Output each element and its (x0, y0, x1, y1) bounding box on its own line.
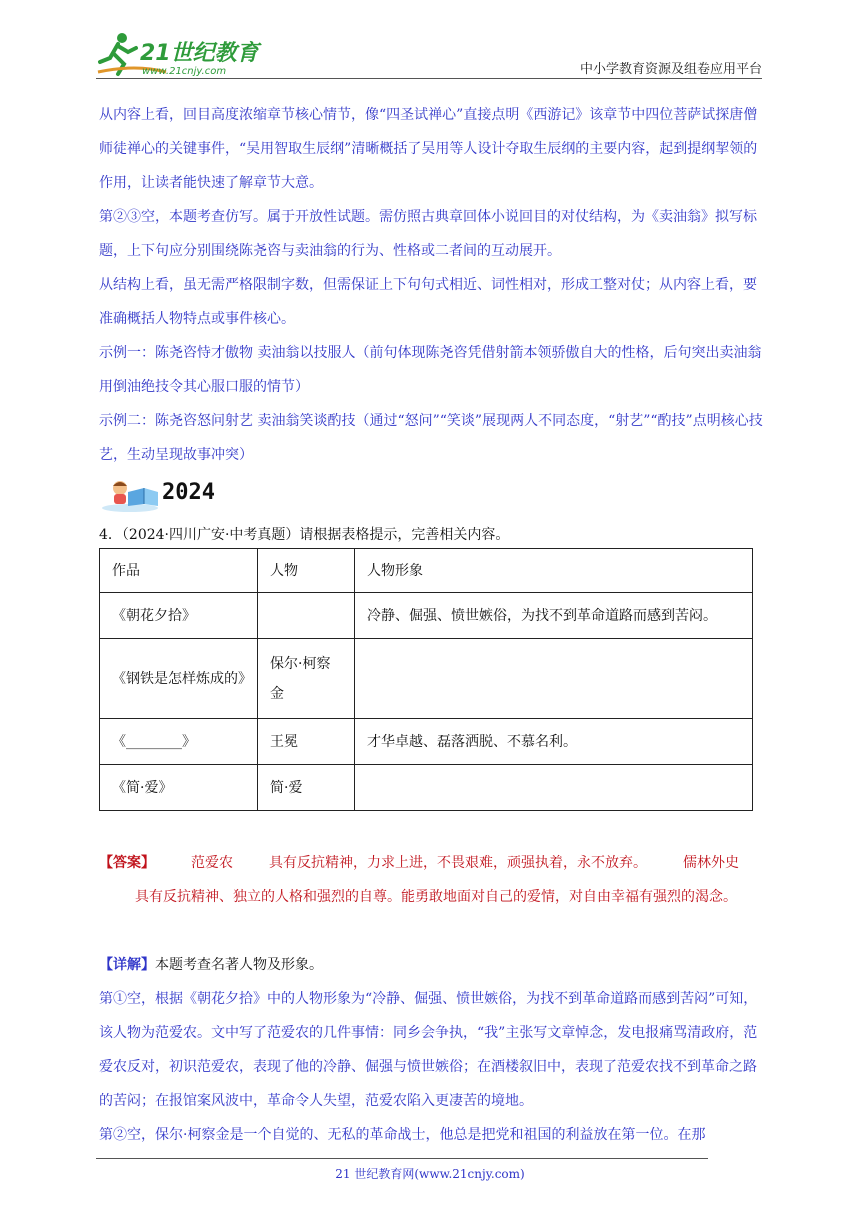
table-cell (258, 593, 355, 639)
platform-name: 中小学教育资源及组卷应用平台 (579, 62, 762, 77)
detail-block (99, 948, 765, 982)
table-cell: 《钢铁是怎样炼成的》 (100, 639, 258, 719)
table-cell: 简·爱 (258, 765, 355, 811)
table-row (100, 765, 753, 811)
answer-4: 具有反抗精神、独立的人格和强烈的自尊。能勇敢地面对自己的爱情，对自由幸福有强烈的渴念。 (135, 889, 737, 905)
logo-url: www.21cnjy.com (142, 66, 227, 77)
year-label: 2024 (162, 480, 215, 505)
table-cell: 保尔·柯察金 (258, 639, 355, 719)
page-header (96, 28, 762, 84)
paragraph: 第②③空，本题考查仿写。属于开放性试题。需仿照古典章回体小说回目的对仗结构，为《卖油翁》拟写标题，上下句应分别围绕陈尧咨与卖油翁的行为、性格或二者间的互动展开。 (99, 209, 757, 259)
footer-text: 21 世纪教育网(www.21cnjy.com) (335, 1167, 525, 1181)
table-cell (355, 765, 753, 811)
table-header-cell: 人物形象 (355, 549, 753, 593)
reading-child-icon (100, 478, 162, 512)
table-cell: 《________》 (100, 719, 258, 765)
table-header-cell: 人物 (258, 549, 355, 593)
table-row (100, 639, 753, 719)
table-cell (355, 639, 753, 719)
table-header-cell: 作品 (100, 549, 258, 593)
logo-text: 21世纪教育 (140, 41, 259, 66)
footer-divider (96, 1158, 708, 1159)
paragraph: 第①空，根据《朝花夕拾》中的人物形象为“冷静、倔强、愤世嫉俗，为找不到革命道路而感到苦闷”可知，该人物为范爱农。文中写了范爱农的几件事情：同乡会争执，“我”主张写文章悼念，发电报痛骂清政府，范爱农反对，初识范爱农，表现了他的冷静、倔强与愤世嫉俗；在酒楼叙旧中，表现了范爱农找不到革命之路的苦闷；在报馆案风波中，革命令人失望，范爱农陷入更凄苦的境地。 (99, 991, 758, 1109)
running-figure-icon (96, 28, 276, 80)
site-logo (96, 28, 276, 80)
table-cell: 王冕 (258, 719, 355, 765)
characters-table (99, 548, 753, 811)
table-cell: 《简·爱》 (100, 765, 258, 811)
detail-text: 本题考查名著人物及形象。 (155, 957, 323, 973)
paragraph: 示例二：陈尧咨怒问射艺 卖油翁笑谈酌技（通过“怒问”“笑谈”展现两人不同态度，“射艺”“酌技”点明核心技艺，生动呈现故事冲突） (99, 413, 763, 463)
question-title: 4．（2024·四川广安·中考真题）请根据表格提示，完善相关内容。 (99, 527, 510, 543)
answer-1: 范爱农 (191, 855, 233, 871)
table-cell: 才华卓越、磊落洒脱、不慕名利。 (355, 719, 753, 765)
paragraph: 第②空，保尔·柯察金是一个自觉的、无私的革命战士，他总是把党和祖国的利益放在第一位。在那 (99, 1127, 706, 1143)
answer-2: 具有反抗精神，力求上进，不畏艰难，顽强执着，永不放弃。 (269, 855, 647, 871)
header-divider (96, 78, 762, 79)
detail-label: 【详解】 (99, 957, 155, 973)
table-cell: 冷静、倔强、愤世嫉俗，为找不到革命道路而感到苦闷。 (355, 593, 753, 639)
table-row (100, 719, 753, 765)
table-row (100, 593, 753, 639)
answer-3: 儒林外史 (683, 855, 739, 871)
paragraph: 示例一：陈尧咨恃才傲物 卖油翁以技服人（前句体现陈尧咨凭借射箭本领骄傲自大的性格，后句突出卖油翁用倒油绝技令其心服口服的情节） (99, 345, 762, 395)
answer-label: 【答案】 (99, 855, 155, 871)
answer-block (99, 846, 765, 914)
paragraph: 从结构上看，虽无需严格限制字数，但需保证上下句句式相近、词性相对，形成工整对仗；从内容上看，要准确概括人物特点或事件核心。 (99, 277, 757, 327)
table-cell: 《朝花夕拾》 (100, 593, 258, 639)
table-header-row (100, 549, 753, 593)
paragraph: 从内容上看，回目高度浓缩章节核心情节，像“四圣试禅心”直接点明《西游记》该章节中四位菩萨试探唐僧师徒禅心的关键事件，“吴用智取生辰纲”清晰概括了吴用等人设计夺取生辰纲的主要内容，起到提纲挈领的作用，让读者能快速了解章节大意。 (99, 107, 758, 191)
